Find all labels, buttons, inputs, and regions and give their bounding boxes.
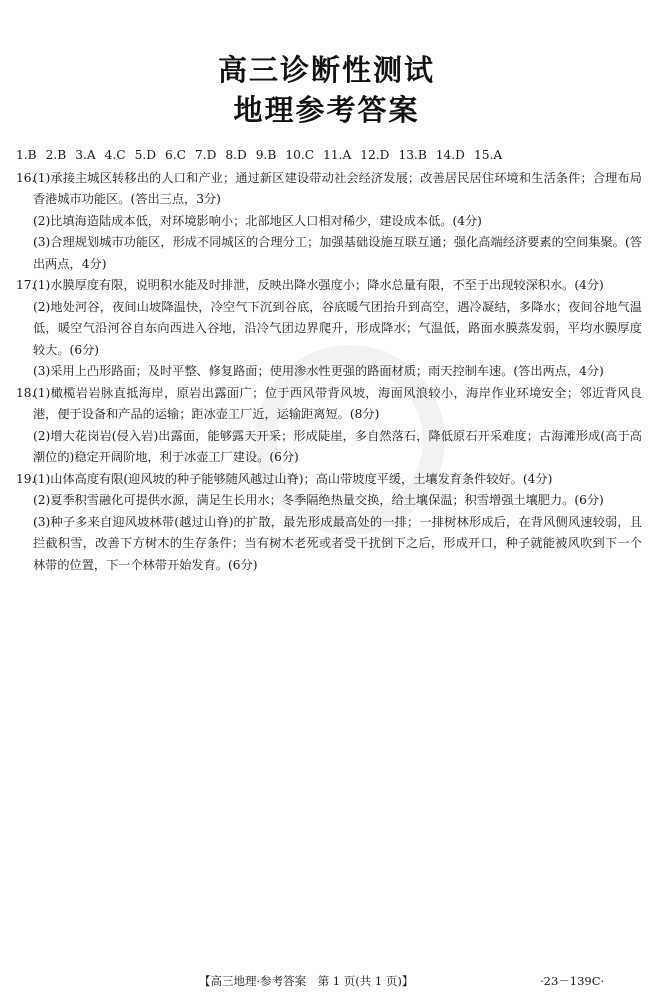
- mc-answer: 8.D: [225, 148, 247, 162]
- mc-answer: 6.C: [165, 148, 186, 162]
- question-body: [33, 168, 642, 276]
- footer-code: ·23－139C·: [540, 974, 605, 988]
- question-body: [33, 275, 642, 383]
- mc-answer: 1.B: [16, 148, 37, 162]
- mc-answer: 14.D: [435, 148, 465, 162]
- mc-answer: 2.B: [45, 148, 67, 162]
- question-19: [16, 469, 642, 577]
- answer-part: (3)种子多来自迎风坡林带(越过山脊)的扩散，最先形成最高处的一排；一排树林形成后，在背风侧风速较弱，且拦截积雪，改善下方树木的生存条件；当有树木老死或者受干扰倒下之后，形成开口，种子就能被风吹到下一个林带的位置，下一个林带开始发育。(6分): [33, 514, 642, 572]
- footer-page-info: 【高三地理·参考答案 第 1 页(共 1 页)】: [199, 974, 414, 988]
- question-list: [16, 168, 642, 577]
- question-number: 19.: [16, 471, 36, 486]
- question-number: 17.: [16, 278, 36, 292]
- question-number: 18.: [16, 385, 36, 400]
- mc-answer: 3.A: [75, 148, 96, 162]
- mc-answer: 15.A: [473, 148, 503, 162]
- answer-part: (1)山体高度有限(迎风坡的种子能够随风越过山脊)；高山带坡度平缓，土壤发育条件较好。(4分): [33, 471, 553, 486]
- answer-part: (1)水膜厚度有限，说明积水能及时排泄，反映出降水强度小；降水总量有限，不至于出现较深积水。(4分): [33, 278, 604, 292]
- mc-answer: 12.D: [360, 148, 390, 162]
- document-subtitle: 地理参考答案: [233, 93, 420, 127]
- mc-answer: 13.B: [398, 148, 427, 162]
- question-number: 16.: [16, 170, 36, 185]
- question-body: [33, 383, 642, 469]
- mc-answer: 10.C: [285, 148, 315, 162]
- answer-content: [16, 145, 642, 576]
- question-body: [33, 469, 642, 577]
- question-17: [16, 275, 642, 383]
- question-18: [16, 383, 642, 469]
- answer-part: (2)夏季积雪融化可提供水源，满足生长用水；冬季隔绝热量交换，给土壤保温；积雪增强土壤肥力。(6分): [33, 493, 604, 507]
- answer-part: (3)合理规划城市功能区，形成不同城区的合理分工；加强基础设施互联互通；强化高端经济要素的空间集聚。(答出两点，4分): [33, 235, 642, 271]
- answer-part: (2)比填海造陆成本低，对环境影响小；北部地区人口相对稀少，建设成本低。(4分): [33, 213, 482, 228]
- mc-answer: 5.D: [134, 148, 156, 162]
- question-16: [16, 168, 642, 276]
- mc-answer: 11.A: [323, 148, 352, 162]
- document-title: 高三诊断性测试: [217, 53, 435, 87]
- mc-answer: 9.B: [255, 148, 277, 162]
- answer-part: (1)橄榄岩岩脉直抵海岸，原岩出露面广；位于西风带背风坡，海面风浪较小，海岸作业环境安全；邻近背风良港，便于设备和产品的运输；距冰壶工厂近，运输距离短。(8分): [33, 385, 642, 421]
- answer-part: (3)采用上凸形路面；及时平整、修复路面；使用渗水性更强的路面材质；雨天控制车速。(答出两点，4分): [33, 364, 604, 378]
- multiple-choice-answers: [16, 145, 642, 167]
- answer-part: (2)增大花岗岩(侵入岩)出露面，能够露天开采；形成陡崖，多自然落石，降低原石开采难度；古海滩形成(高于高潮位的)稳定开阔阶地，利于冰壶工厂建设。(6分): [33, 428, 642, 464]
- mc-answer: 4.C: [104, 148, 126, 162]
- answer-part: (2)地处河谷，夜间山坡降温快，冷空气下沉到谷底，谷底暖气团抬升到高空，遇冷凝结，多降水；夜间谷地气温低，暖空气沿河谷自东向西进入谷地，沿冷气团边界爬升，形成降水；气温低，路面水膜蒸发弱，平均水膜厚度较大。(6分): [33, 299, 642, 357]
- answer-part: (1)承接主城区转移出的人口和产业；通过新区建设带动社会经济发展；改善居民居住环境和生活条件；合理布局香港城市功能区。(答出三点，3分): [33, 170, 642, 206]
- mc-answer: 7.D: [194, 148, 217, 162]
